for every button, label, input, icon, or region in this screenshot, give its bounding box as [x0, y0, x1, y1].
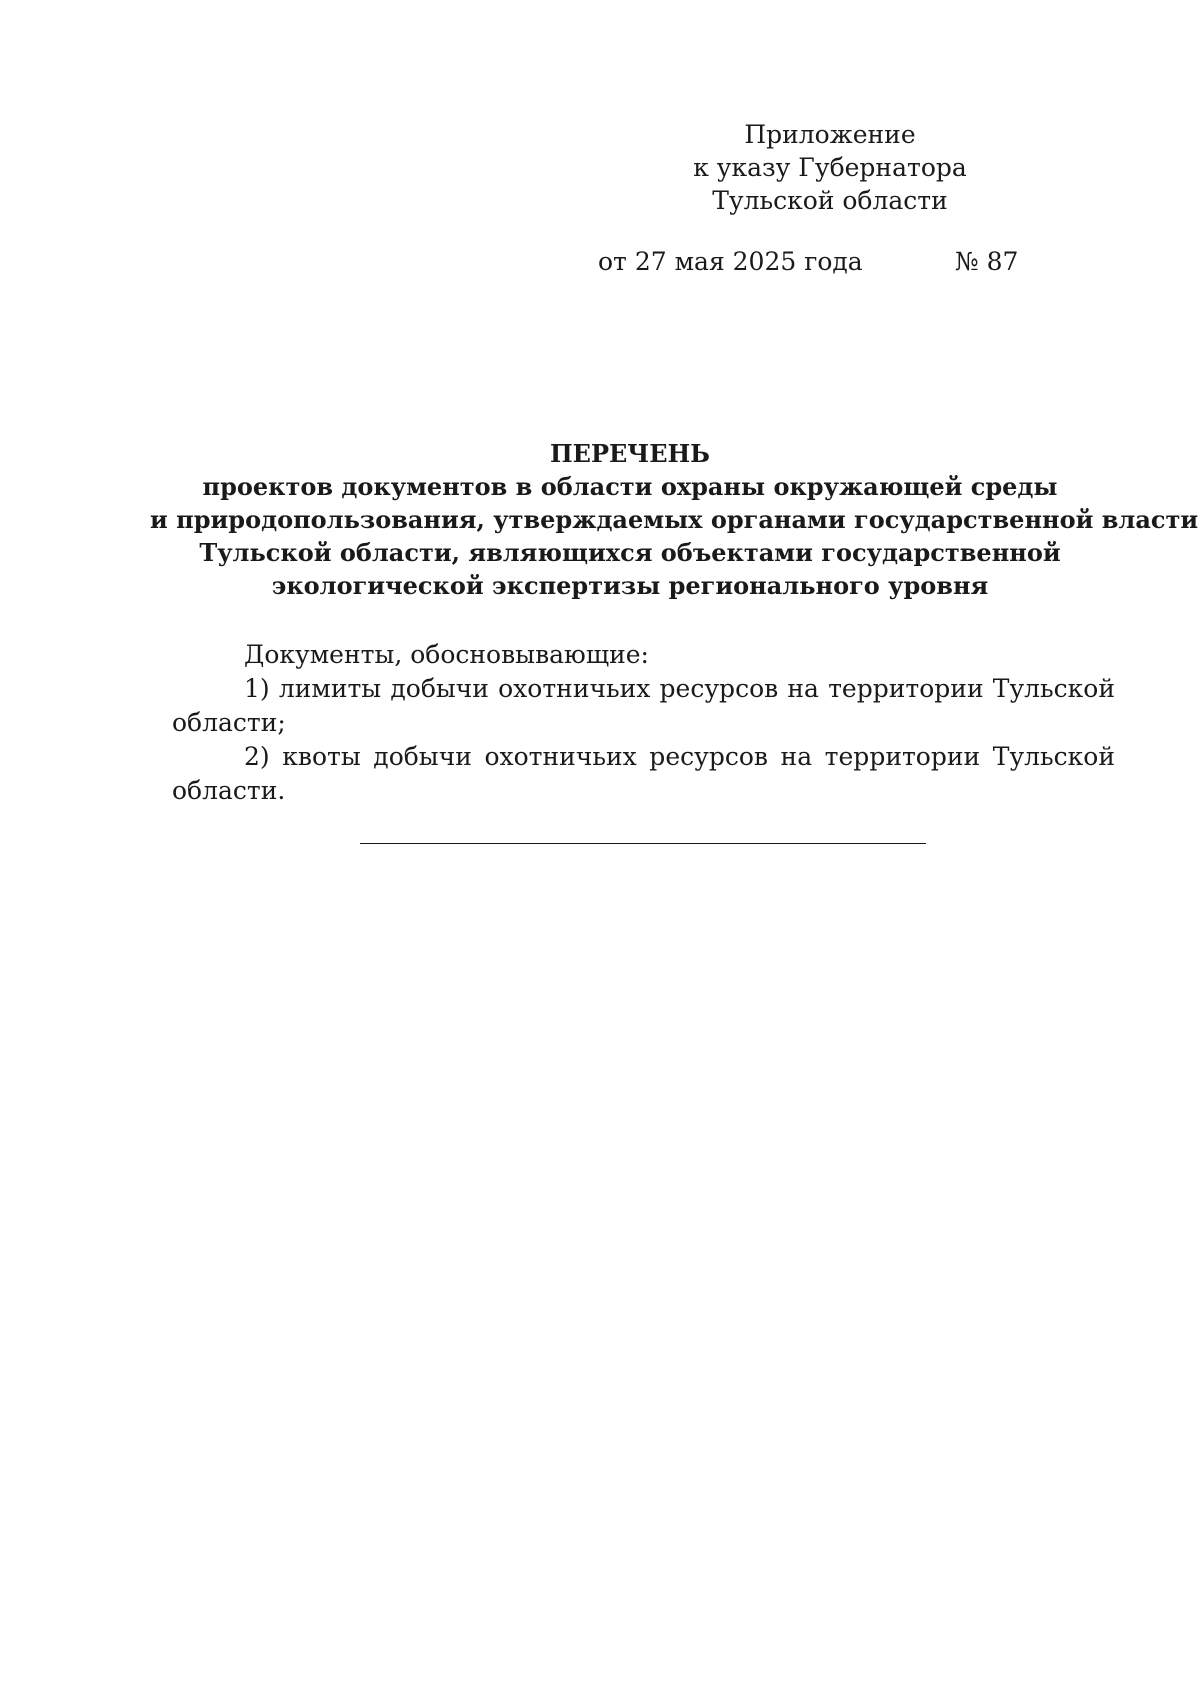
title-line-2: и природопользования, утверждаемых органами государственной власти: [150, 505, 1199, 534]
title-line-4: экологической экспертизы регионального уровня: [271, 571, 989, 600]
annex-label: Приложение: [744, 120, 916, 149]
document-title: [150, 437, 1199, 602]
decree-number: № 87: [955, 247, 1019, 276]
list-item: 1) лимиты добычи охотничьих ресурсов на территории Тульской области;: [172, 674, 1115, 737]
decree-date: от 27 мая 2025 года: [598, 247, 863, 276]
document-body: [172, 638, 1115, 808]
list-item: 2) квоты добычи охотничьих ресурсов на территории Тульской области.: [172, 742, 1115, 805]
title-line-1: проектов документов в области охраны окружающей среды: [202, 472, 1058, 501]
title-heading: ПЕРЕЧЕНЬ: [550, 439, 710, 468]
title-line-3: Тульской области, являющихся объектами государственной: [199, 538, 1061, 567]
body-intro: Документы, обосновывающие:: [244, 640, 649, 669]
closing-separator-line: [360, 843, 926, 844]
annex-region: Тульской области: [712, 186, 948, 215]
annex-header: [650, 118, 1010, 217]
annex-reference: к указу Губернатора: [693, 153, 967, 182]
